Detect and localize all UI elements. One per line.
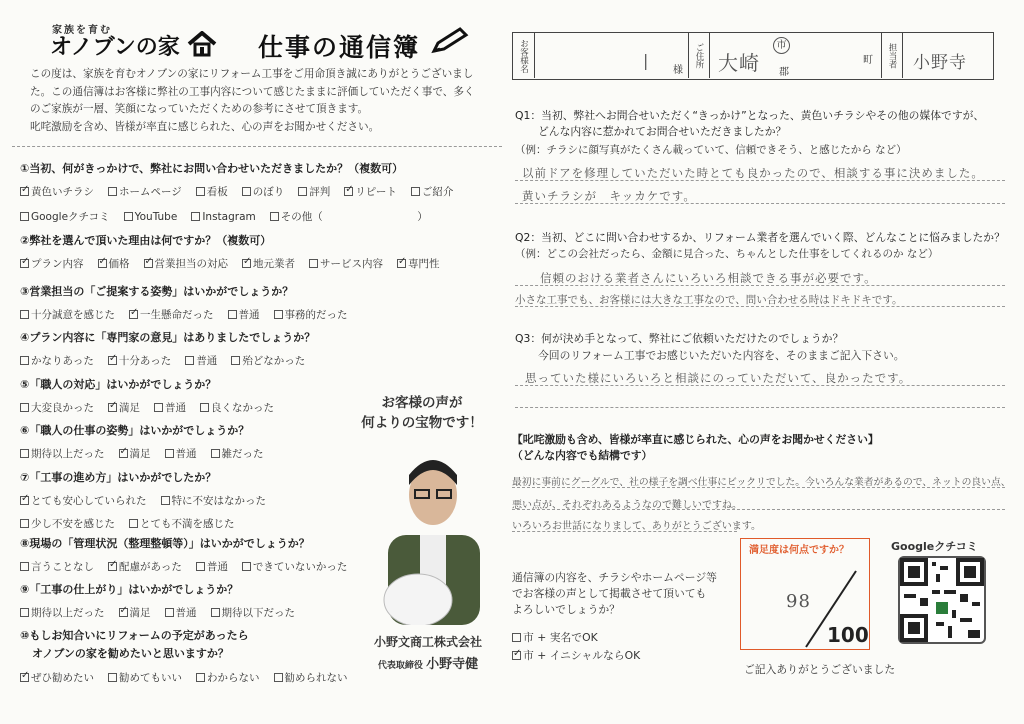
checkbox-checked-icon[interactable] xyxy=(129,310,138,319)
bubble-line: お客様の声が xyxy=(381,395,463,411)
checkbox-label: 普通 xyxy=(206,561,228,573)
checkbox-label: かなりあった xyxy=(31,355,94,367)
checkbox-label: YouTube xyxy=(134,211,178,223)
checkbox-option[interactable] xyxy=(124,211,178,223)
q1-title2: どんな内容に惹かれてお問合せいただきましたか？ xyxy=(538,125,787,138)
checkbox-option[interactable] xyxy=(196,184,228,199)
question-title: ②弊社を選んで頂いた理由は何ですか？（複数可） xyxy=(20,234,272,247)
q1-title: Q1：当初、弊社へお問合せいただく“きっかけ”となった、黄色いチラシやその他の媒体ですが、 xyxy=(515,109,985,122)
checkbox-label: サービス内容 xyxy=(320,258,383,270)
checkbox-icon[interactable] xyxy=(165,449,174,458)
q2-answer-line1: 信頼のおける業者さんにいろいろ相談できる事が必要です。 xyxy=(540,271,877,285)
checkbox-checked-icon[interactable] xyxy=(108,562,117,571)
checkbox-option[interactable] xyxy=(20,670,94,685)
consent-line: でお客様の声として掲載させて頂いても xyxy=(512,587,707,600)
checkbox-option[interactable] xyxy=(20,307,115,322)
option-row xyxy=(20,400,288,415)
checkbox-checked-icon[interactable] xyxy=(20,187,29,196)
q1-example: （例：チラシに顔写真がたくさん載っていて、信頼できそう、と感じたから など） xyxy=(515,144,907,156)
president-photo xyxy=(378,440,488,625)
checkbox-label: 期待以上だった xyxy=(31,448,105,460)
bubble-line: 何よりの宝物です！ xyxy=(361,415,483,431)
checkbox-icon[interactable] xyxy=(196,562,205,571)
checkbox-option[interactable] xyxy=(108,353,171,368)
checkbox-option[interactable] xyxy=(165,605,197,620)
checkbox-option[interactable] xyxy=(108,559,182,574)
checkbox-checked-icon[interactable] xyxy=(242,259,251,268)
checkbox-icon[interactable] xyxy=(200,403,209,412)
checkbox-option[interactable] xyxy=(20,605,105,620)
checkbox-checked-icon[interactable] xyxy=(512,651,521,660)
checkbox-checked-icon[interactable] xyxy=(20,259,29,268)
checkbox-option[interactable] xyxy=(20,446,105,461)
checkbox-label: ご紹介 xyxy=(421,186,454,198)
checkbox-label: 事務的だった xyxy=(284,309,348,321)
checkbox-label: とても不満を感じた xyxy=(140,518,235,530)
checkbox-icon[interactable] xyxy=(270,212,279,221)
checkbox-icon[interactable] xyxy=(274,310,283,319)
checkbox-option[interactable] xyxy=(129,307,214,322)
option-row xyxy=(20,493,280,508)
checkbox-label: 十分あった xyxy=(118,355,172,367)
checkbox-option[interactable] xyxy=(298,184,330,199)
checkbox-option[interactable] xyxy=(108,400,140,415)
checkbox-option[interactable] xyxy=(98,256,130,271)
checkbox-option[interactable] xyxy=(211,446,264,461)
question-title: ⑦「工事の進め方」はいかがでしたか？ xyxy=(20,471,217,484)
question-title-line2: オノブンの家を勧めたいと思いますか？ xyxy=(32,647,229,660)
checkbox-option[interactable] xyxy=(108,670,182,685)
checkbox-icon[interactable] xyxy=(20,519,29,528)
consent-option-initial[interactable] xyxy=(512,648,654,663)
checkbox-icon[interactable] xyxy=(20,212,29,221)
score-value: 98 xyxy=(786,591,811,612)
checkbox-label: 評判 xyxy=(309,186,331,198)
checkbox-option[interactable] xyxy=(411,184,454,199)
q3-answer-line1: 思っていた様にいろいろと相談にのっていただいて、良かったです。 xyxy=(525,371,912,385)
consent-line: よろしいでしょうか？ xyxy=(512,603,620,616)
checkbox-option[interactable] xyxy=(144,256,229,271)
checkbox-checked-icon[interactable] xyxy=(108,356,117,365)
checkbox-label: ぜひ勧めたい xyxy=(31,672,94,684)
score-max: 100 xyxy=(827,623,869,647)
staff-label: 担当者 xyxy=(881,33,903,78)
checkbox-icon[interactable] xyxy=(20,310,29,319)
customer-name: | xyxy=(643,51,650,70)
brand-name: オノブンの家 xyxy=(50,35,180,60)
checkbox-checked-icon[interactable] xyxy=(98,259,107,268)
divider xyxy=(12,146,502,147)
checkbox-label: 十分誠意を感じた xyxy=(31,309,115,321)
checkbox-label: 普通 xyxy=(175,607,197,619)
voice-title: 【叱咤激励も含め、皆様が率直に感じられた、心の声をお聞かせください】 xyxy=(512,433,879,446)
option-row xyxy=(20,209,442,224)
checkbox-label: その他（ ） xyxy=(280,211,428,223)
checkbox-option[interactable] xyxy=(161,493,267,508)
checkbox-option[interactable] xyxy=(20,559,94,574)
question-title: ③営業担当の「ご提案する姿勢」はいかがでしょうか？ xyxy=(20,285,294,298)
address-label: ご住所 xyxy=(688,33,710,78)
checkbox-label: 満足 xyxy=(129,448,151,460)
checkbox-label: Instagram xyxy=(202,211,256,223)
checkbox-icon[interactable] xyxy=(154,403,163,412)
question-title: ⑤「職人の対応」はいかがでしょうか？ xyxy=(20,378,217,391)
checkbox-checked-icon[interactable] xyxy=(119,608,128,617)
checkbox-option[interactable] xyxy=(20,516,115,531)
checkbox-label: 雑だった xyxy=(221,448,264,460)
consent-option-realname[interactable] xyxy=(512,630,612,645)
checkbox-option[interactable] xyxy=(165,446,197,461)
checkbox-option[interactable] xyxy=(231,353,305,368)
checkbox-label: 看板 xyxy=(206,186,228,198)
checkbox-icon[interactable] xyxy=(20,562,29,571)
checkbox-option[interactable] xyxy=(397,256,440,271)
checkbox-label: 一生懸命だった xyxy=(140,309,214,321)
question-title: ⑥「職人の仕事の姿勢」はいかがでしょうか？ xyxy=(20,424,250,437)
address-city: 大崎 xyxy=(718,51,760,75)
voice-answer-line3: いろいろお世話になりまして、ありがとうございます。 xyxy=(512,521,761,532)
checkbox-option[interactable] xyxy=(20,184,94,199)
checkbox-option[interactable] xyxy=(196,559,228,574)
cho-label: 町 xyxy=(863,55,873,66)
checkbox-option[interactable] xyxy=(119,446,151,461)
speech-bubble xyxy=(352,393,492,433)
voice-answer-line2: 悪い点が、それぞれあるようなので難しいですね。 xyxy=(512,500,742,511)
checkbox-icon[interactable] xyxy=(512,633,521,642)
checkbox-option[interactable] xyxy=(242,184,285,199)
checkbox-option[interactable] xyxy=(20,493,147,508)
checkbox-option[interactable] xyxy=(211,605,296,620)
checkbox-icon[interactable] xyxy=(242,562,251,571)
intro-line: この度は、家族を育むオノブンの家にリフォーム工事をご用命頂き誠にありがとうございまし xyxy=(30,68,474,80)
checkbox-label: のぼり xyxy=(252,186,285,198)
qr-title: Googleクチコミ xyxy=(891,540,978,553)
checkbox-label: 特に不安はなかった xyxy=(171,495,266,507)
checkbox-option[interactable] xyxy=(154,400,186,415)
checkbox-label: 満足 xyxy=(129,607,151,619)
checkbox-option[interactable] xyxy=(274,307,348,322)
option-row xyxy=(20,516,249,531)
checkbox-icon[interactable] xyxy=(20,608,29,617)
brand-logo xyxy=(50,30,217,63)
answer-line xyxy=(515,407,1005,408)
customer-info-box xyxy=(512,32,994,80)
q2-example: （例：どこの会社だったら、金額に見合った、ちゃんとした仕事をしてくれるのか など） xyxy=(515,248,939,260)
name-label: お客様名 xyxy=(513,33,535,78)
checkbox-label: 黄色いチラシ xyxy=(31,186,94,198)
intro-text xyxy=(30,66,495,136)
question-title: ④プラン内容に「専門家の意見」はありましたでしょうか？ xyxy=(20,331,316,344)
checkbox-label: 良くなかった xyxy=(211,402,274,414)
checkbox-label: 配慮があった xyxy=(119,561,182,573)
checkbox-checked-icon[interactable] xyxy=(144,259,153,268)
checkbox-label: ホームページ xyxy=(119,186,182,198)
checkbox-label: 普通 xyxy=(238,309,260,321)
checkbox-option[interactable] xyxy=(20,353,94,368)
checkbox-option[interactable] xyxy=(309,256,383,271)
checkbox-icon[interactable] xyxy=(196,187,205,196)
option-row xyxy=(20,307,362,322)
checkbox-icon[interactable] xyxy=(20,449,29,458)
checkbox-icon[interactable] xyxy=(108,187,117,196)
checkbox-option[interactable] xyxy=(270,209,428,224)
checkbox-icon[interactable] xyxy=(231,356,240,365)
intro-line: 叱咤激励を含め、皆様が率直に感じられた、心の声をお聞かせください。 xyxy=(30,120,380,133)
checkbox-label: 専門性 xyxy=(408,258,440,270)
checkbox-label: Googleクチコミ xyxy=(31,211,110,223)
checkbox-label: 少し不安を感じた xyxy=(31,518,115,530)
checkbox-label: 普通 xyxy=(196,355,218,367)
checkbox-icon[interactable] xyxy=(242,187,251,196)
checkbox-icon[interactable] xyxy=(211,449,220,458)
thanks-text: ご記入ありがとうございました xyxy=(744,663,896,676)
president-role: 代表取締役 xyxy=(377,661,423,671)
question-title: ⑩もしお知合いにリフォームの予定があったら xyxy=(20,629,249,642)
q1-answer-line2: 黄いチラシが キッカケです。 xyxy=(522,189,696,203)
page-title: 仕事の通信簿 xyxy=(258,33,421,62)
checkbox-option[interactable] xyxy=(20,209,110,224)
checkbox-icon[interactable] xyxy=(411,187,420,196)
checkbox-label: 勧められない xyxy=(284,672,348,684)
checkbox-option[interactable] xyxy=(200,400,274,415)
checkbox-label: 満足 xyxy=(119,402,140,414)
checkbox-icon[interactable] xyxy=(211,608,220,617)
checkbox-label: わからない xyxy=(207,672,260,684)
q3-sub: 今回のリフォーム工事でお感じいただいた内容を、そのままご記入下さい。 xyxy=(538,349,905,362)
consent-option-label: 市 + 実名でOK xyxy=(523,631,598,644)
checkbox-icon[interactable] xyxy=(20,403,29,412)
consent-option-label: 市 + イニシャルならOK xyxy=(523,649,641,662)
checkbox-option[interactable] xyxy=(185,353,217,368)
checkbox-label: 普通 xyxy=(175,448,197,460)
checkbox-option[interactable] xyxy=(242,256,295,271)
house-icon xyxy=(187,31,217,63)
honorific: 様 xyxy=(673,65,683,76)
checkbox-label: 言うことなし xyxy=(31,561,94,573)
checkbox-checked-icon[interactable] xyxy=(119,449,128,458)
checkbox-icon[interactable] xyxy=(161,496,170,505)
checkbox-label: 大変良かった xyxy=(31,402,94,414)
checkbox-label: 営業担当の対応 xyxy=(154,258,228,270)
checkbox-icon[interactable] xyxy=(108,673,117,682)
option-row xyxy=(20,184,467,199)
checkbox-label: できていないかった xyxy=(252,561,348,573)
pencil-icon xyxy=(430,25,470,58)
company-name: 小野文商工株式会社 xyxy=(373,635,482,649)
question-title: ①当初、何がきっかけで、弊社にお問い合わせいただきましたか？（複数可） xyxy=(20,162,404,175)
intro-line: のご家族が一層、笑顔になっていただくための参考にさせて頂きます。 xyxy=(30,103,369,115)
checkbox-icon[interactable] xyxy=(274,673,283,682)
question-title: ⑨「工事の仕上がり」はいかがでしょうか？ xyxy=(20,583,239,596)
consent-line: 通信簿の内容を、チラシやホームページ等 xyxy=(512,571,717,584)
checkbox-icon[interactable] xyxy=(196,673,205,682)
checkbox-label: プラン内容 xyxy=(31,258,84,270)
voice-sub: （どんな内容でも結構です） xyxy=(512,449,653,462)
checkbox-label: 勧めてもいい xyxy=(119,672,182,684)
gun-label: 郡 xyxy=(779,67,789,78)
checkbox-option[interactable] xyxy=(242,559,348,574)
checkbox-checked-icon[interactable] xyxy=(20,496,29,505)
checkbox-icon[interactable] xyxy=(298,187,307,196)
option-row xyxy=(20,605,309,620)
checkbox-icon[interactable] xyxy=(165,608,174,617)
option-row xyxy=(20,446,278,461)
checkbox-option[interactable] xyxy=(274,670,348,685)
qr-code[interactable] xyxy=(898,556,986,644)
checkbox-icon[interactable] xyxy=(191,212,200,221)
checkbox-icon[interactable] xyxy=(20,356,29,365)
checkbox-option[interactable] xyxy=(196,670,260,685)
option-row xyxy=(20,256,454,271)
checkbox-option[interactable] xyxy=(191,211,255,223)
checkbox-checked-icon[interactable] xyxy=(20,673,29,682)
checkbox-icon[interactable] xyxy=(228,310,237,319)
q2-title: Q2：当初、どこに問い合わせするか、リフォーム業者を選んでいく際、どんなことに悩みましたか？ xyxy=(515,231,1005,244)
option-row xyxy=(20,559,361,574)
checkbox-option[interactable] xyxy=(228,307,260,322)
checkbox-checked-icon[interactable] xyxy=(397,259,406,268)
q3-title: Q3：何が決め手となって、弊社にご依頼いただけたのでしょうか？ xyxy=(515,332,844,345)
checkbox-option[interactable] xyxy=(108,184,182,199)
checkbox-label: 期待以上だった xyxy=(31,607,105,619)
checkbox-option[interactable] xyxy=(119,605,151,620)
q1-answer-line1: 以前ドアを修理していただいた時とても良かったので、相談する事に決めました。 xyxy=(522,166,984,180)
checkbox-label: 価格 xyxy=(108,258,130,270)
checkbox-label: 地元業者 xyxy=(253,258,295,270)
checkbox-checked-icon[interactable] xyxy=(108,403,117,412)
checkbox-icon[interactable] xyxy=(124,212,133,221)
brand-tagline: 家族を育む xyxy=(52,25,112,36)
checkbox-icon[interactable] xyxy=(129,519,138,528)
president-fullname: 小野寺健 xyxy=(426,657,479,672)
checkbox-option[interactable] xyxy=(344,184,397,199)
score-box xyxy=(740,538,870,650)
option-row xyxy=(20,670,362,685)
checkbox-icon[interactable] xyxy=(309,259,318,268)
consent-text xyxy=(512,570,717,618)
city-mark: 市 xyxy=(773,37,790,54)
checkbox-label: 殆どなかった xyxy=(242,355,306,367)
checkbox-label: とても安心していられた xyxy=(31,495,147,507)
intro-line: た。この通信簿はお客様に弊社の工事内容について感じたままに評価していただく事で、多く xyxy=(30,85,475,98)
score-title: 満足度は何点ですか？ xyxy=(749,545,849,556)
question-title: ⑧現場の「管理状況（整理整頓等）」はいかがでしょうか？ xyxy=(20,537,310,550)
q2-answer-line2: 小さな工事でも、お客様には大きな工事なので、問い合わせる時はドキドキです。 xyxy=(515,294,903,306)
staff-name: 小野寺 xyxy=(913,53,967,73)
checkbox-option[interactable] xyxy=(20,256,84,271)
option-row xyxy=(20,353,319,368)
checkbox-icon[interactable] xyxy=(185,356,194,365)
checkbox-label: 期待以下だった xyxy=(221,607,295,619)
checkbox-label: 普通 xyxy=(165,402,186,414)
voice-answer-line1: 最初に事前にグーグルで、社の様子を調べ仕事にビックリでした。今いろんな業者があるので、ネットの良い点、 xyxy=(512,477,1011,488)
president-name xyxy=(358,653,498,672)
checkbox-checked-icon[interactable] xyxy=(344,187,353,196)
checkbox-option[interactable] xyxy=(20,400,94,415)
checkbox-option[interactable] xyxy=(129,516,235,531)
checkbox-label: リピート xyxy=(355,186,397,198)
